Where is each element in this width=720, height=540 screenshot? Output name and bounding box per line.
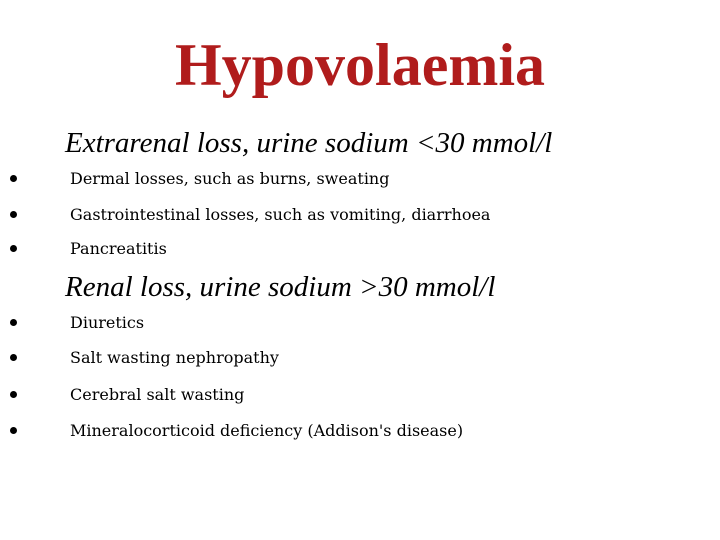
bullet-icon	[10, 211, 17, 218]
list-item	[0, 204, 720, 228]
list-item-text: Gastrointestinal losses, such as vomiting, diarrhoea	[70, 205, 491, 224]
bullet-icon	[10, 319, 17, 326]
list-item	[0, 168, 720, 192]
list-item	[0, 384, 720, 408]
list-item	[0, 312, 720, 336]
bullet-icon	[10, 245, 17, 252]
bullet-icon	[10, 354, 17, 361]
list-item-text: Diuretics	[70, 313, 145, 332]
section-heading-renal: Renal loss, urine sodium >30 mmol/l	[65, 271, 496, 303]
bullet-icon	[10, 175, 17, 182]
list-item-text: Mineralocorticoid deficiency (Addison's disease)	[70, 421, 464, 440]
list-item	[0, 347, 720, 371]
section-heading-extrarenal: Extrarenal loss, urine sodium <30 mmol/l	[65, 127, 553, 159]
bullet-icon	[10, 427, 17, 434]
list-item-text: Dermal losses, such as burns, sweating	[70, 169, 390, 188]
list-item-text: Salt wasting nephropathy	[70, 348, 279, 367]
bullet-icon	[10, 391, 17, 398]
list-item-text: Pancreatitis	[70, 239, 167, 258]
list-item-text: Cerebral salt wasting	[70, 385, 245, 404]
list-item	[0, 420, 720, 444]
slide-title: Hypovolaemia	[175, 32, 545, 98]
list-item	[0, 238, 720, 262]
